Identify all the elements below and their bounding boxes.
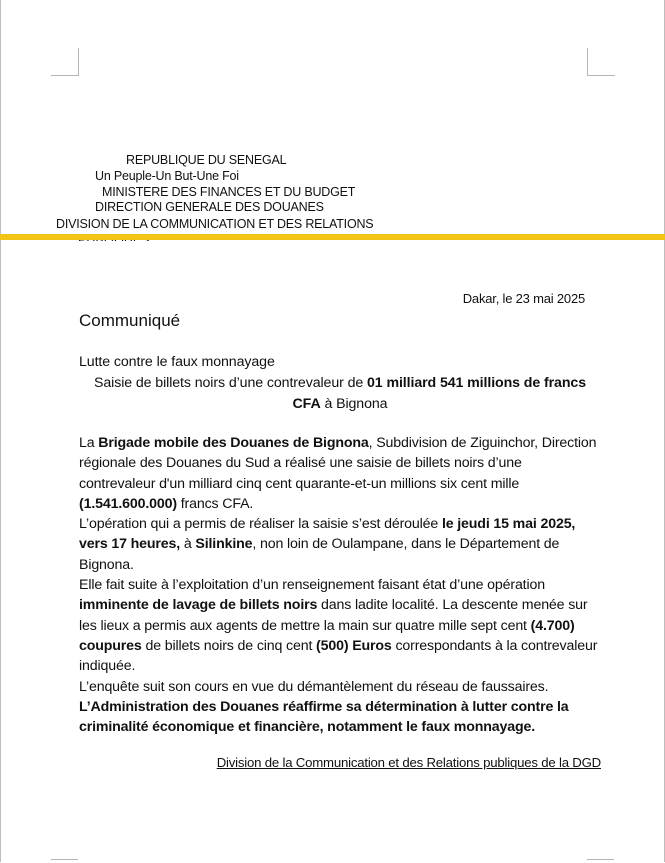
header-division: DIVISION DE LA COMMUNICATION ET DES RELATIONS: [56, 217, 374, 231]
document-title: Communiqué: [79, 311, 181, 330]
crop-mark-top-right: [587, 48, 615, 76]
document-body: [79, 433, 601, 737]
header-direction: DIRECTION GENERALE DES DOUANES: [95, 200, 324, 214]
header-ministry: MINISTERE DES FINANCES ET DU BUDGET: [102, 185, 356, 199]
document-subject: Lutte contre le faux monnayage: [79, 354, 275, 370]
unit-name: Brigade mobile des Douanes de Bignona: [98, 435, 369, 451]
paragraph-operation: L’opération qui a permis de réaliser la saisie s’est déroulée le jeudi 15 mai 2025, vers 17 heures, à Silinkine, non loin de Oulampane, dans le Département de Bignona.: [79, 516, 576, 573]
signature-line: Division de la Communication et des Relations publiques de la DGD: [216, 755, 601, 770]
page-left-border: [0, 0, 1, 862]
notes-denomination: (500) Euros: [316, 637, 392, 654]
seized-amount: (1.541.600.000): [79, 495, 177, 512]
paragraph-seizure: La Brigade mobile des Douanes de Bignona, Subdivision de Ziguinchor, Direction régionale des Douanes du Sud a réalisé une saisie de billets noirs d’une contrevaleur d'un milliard cinq cent quarante-et-un millions six cent mille (1.541.600.000) francs CFA.: [79, 435, 597, 512]
subtitle-location: à Bignona: [320, 395, 388, 412]
document-subtitle: [79, 373, 601, 414]
header-motto: Un Peuple-Un But-Une Foi: [95, 169, 239, 183]
document-date: Dakar, le 23 mai 2025: [462, 291, 585, 306]
subtitle-amount: 01 milliard 541 millions de francs CFA: [292, 375, 586, 412]
crop-mark-top-left: [51, 48, 79, 76]
highlight-band: [0, 234, 665, 240]
crop-mark-bottom-right: [587, 859, 614, 863]
paragraph-commitment: L’Administration des Douanes réaffirme sa détermination à lutter contre la criminalité économique et financière, notamment le faux monnayage.: [79, 698, 569, 736]
operation-datetime: le jeudi 15 mai 2025, vers 17 heures,: [79, 516, 576, 553]
paragraph-investigation: L’enquête suit son cours en vue du démantèlement du réseau de faussaires.: [79, 678, 549, 695]
crop-mark-bottom-left: [51, 859, 78, 863]
paragraph-intelligence: Elle fait suite à l’exploitation d’un renseignement faisant état d’une opération imminente de lavage de billets noirs dans ladite localité. La descente menée sur les lieux a permis aux agents de mettre la main sur quatre mille sept cent (4.700) coupures de billets noirs de cinq cent (500) Euros correspondants à la contrevaleur indiquée.: [79, 577, 598, 675]
header-republic: REPUBLIQUE DU SENEGAL: [126, 153, 287, 167]
operation-place: Silinkine: [195, 536, 253, 553]
subtitle-text: Saisie de billets noirs d’une contrevaleur de: [94, 375, 368, 391]
notes-count: (4.700) coupures: [79, 617, 575, 654]
